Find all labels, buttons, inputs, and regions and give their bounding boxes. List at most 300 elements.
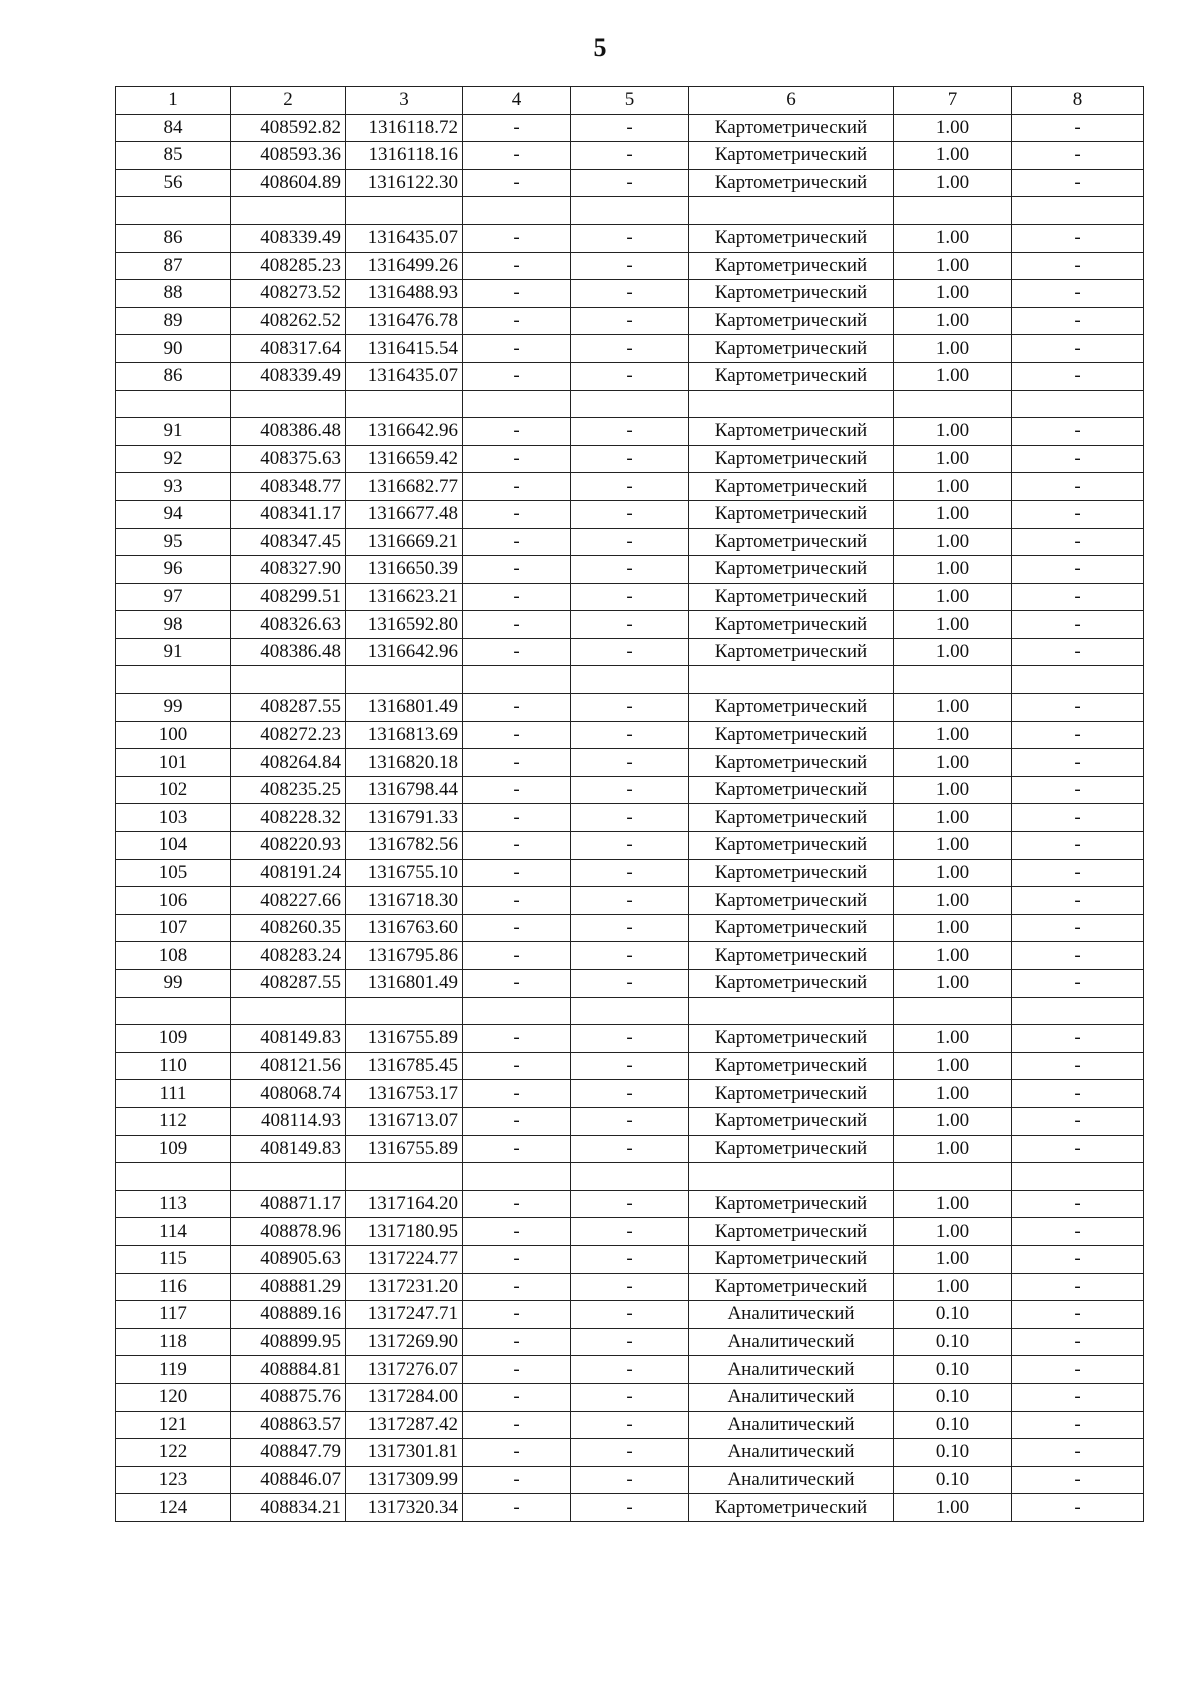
column-8-cell: - [1012, 1080, 1144, 1108]
column-8-cell: - [1012, 1301, 1144, 1329]
method-cell [689, 1163, 894, 1191]
point-number-cell: 101 [116, 749, 231, 777]
column-5-cell: - [571, 1328, 689, 1356]
table-row [116, 1411, 1144, 1439]
point-number-cell: 91 [116, 638, 231, 666]
method-cell: Картометрический [689, 473, 894, 501]
column-4-cell: - [463, 335, 571, 363]
table-row [116, 804, 1144, 832]
x-coordinate-cell: 408846.07 [231, 1466, 346, 1494]
column-4-cell [463, 666, 571, 694]
point-number-cell: 87 [116, 252, 231, 280]
column-5-cell: - [571, 418, 689, 446]
point-number-cell: 112 [116, 1107, 231, 1135]
x-coordinate-cell: 408899.95 [231, 1328, 346, 1356]
y-coordinate-cell: 1316795.86 [346, 942, 463, 970]
y-coordinate-cell: 1316718.30 [346, 887, 463, 915]
point-number-cell: 109 [116, 1135, 231, 1163]
x-coordinate-cell: 408220.93 [231, 832, 346, 860]
column-5-cell: - [571, 749, 689, 777]
y-coordinate-cell: 1316785.45 [346, 1052, 463, 1080]
point-number-cell: 120 [116, 1383, 231, 1411]
column-5-cell: - [571, 583, 689, 611]
y-coordinate-cell: 1316118.72 [346, 114, 463, 142]
column-4-cell: - [463, 252, 571, 280]
method-cell: Картометрический [689, 859, 894, 887]
y-coordinate-cell: 1317276.07 [346, 1356, 463, 1384]
table-row [116, 1301, 1144, 1329]
x-coordinate-cell: 408375.63 [231, 445, 346, 473]
table-row [116, 445, 1144, 473]
column-4-cell: - [463, 914, 571, 942]
table-row [116, 583, 1144, 611]
column-8-cell: - [1012, 1135, 1144, 1163]
point-number-cell: 98 [116, 611, 231, 639]
method-cell: Картометрический [689, 611, 894, 639]
method-cell: Картометрический [689, 169, 894, 197]
column-8-cell: - [1012, 445, 1144, 473]
y-coordinate-cell: 1316682.77 [346, 473, 463, 501]
point-number-cell: 104 [116, 832, 231, 860]
x-coordinate-cell: 408227.66 [231, 887, 346, 915]
column-8-cell: - [1012, 556, 1144, 584]
page-number: 5 [593, 33, 607, 62]
column-8-cell: - [1012, 749, 1144, 777]
precision-cell: 1.00 [894, 638, 1012, 666]
precision-cell: 1.00 [894, 142, 1012, 170]
precision-cell: 1.00 [894, 335, 1012, 363]
method-cell: Картометрический [689, 280, 894, 308]
y-coordinate-cell: 1317224.77 [346, 1245, 463, 1273]
point-number-cell: 91 [116, 418, 231, 446]
table-row [116, 1328, 1144, 1356]
column-4-cell: - [463, 1218, 571, 1246]
x-coordinate-cell: 408317.64 [231, 335, 346, 363]
y-coordinate-cell: 1316650.39 [346, 556, 463, 584]
column-4-cell: - [463, 1328, 571, 1356]
column-8-cell: - [1012, 1494, 1144, 1522]
column-4-cell: - [463, 169, 571, 197]
column-5-cell: - [571, 1245, 689, 1273]
y-coordinate-cell: 1316801.49 [346, 970, 463, 998]
y-coordinate-cell: 1316755.89 [346, 1135, 463, 1163]
table-row [116, 1466, 1144, 1494]
method-cell: Картометрический [689, 832, 894, 860]
column-4-cell: - [463, 942, 571, 970]
precision-cell: 1.00 [894, 1245, 1012, 1273]
point-number-cell: 119 [116, 1356, 231, 1384]
column-8-cell: - [1012, 1052, 1144, 1080]
point-number-cell: 89 [116, 307, 231, 335]
table-header-row [116, 87, 1144, 115]
y-coordinate-cell: 1317180.95 [346, 1218, 463, 1246]
column-8-cell: - [1012, 1107, 1144, 1135]
method-cell: Картометрический [689, 418, 894, 446]
x-coordinate-cell: 408235.25 [231, 776, 346, 804]
point-number-cell: 116 [116, 1273, 231, 1301]
column-8-cell: - [1012, 280, 1144, 308]
point-number-cell: 110 [116, 1052, 231, 1080]
column-4-cell: - [463, 224, 571, 252]
method-cell [689, 666, 894, 694]
y-coordinate-cell: 1316782.56 [346, 832, 463, 860]
x-coordinate-cell [231, 997, 346, 1025]
method-cell: Картометрический [689, 528, 894, 556]
table-row [116, 335, 1144, 363]
table-row [116, 252, 1144, 280]
method-cell [689, 197, 894, 225]
column-header: 3 [346, 87, 463, 115]
table-row [116, 280, 1144, 308]
y-coordinate-cell: 1317301.81 [346, 1439, 463, 1467]
column-5-cell: - [571, 362, 689, 390]
column-4-cell: - [463, 418, 571, 446]
table-row [116, 1135, 1144, 1163]
y-coordinate-cell: 1316118.16 [346, 142, 463, 170]
column-4-cell: - [463, 1107, 571, 1135]
y-coordinate-cell: 1317320.34 [346, 1494, 463, 1522]
point-number-cell: 93 [116, 473, 231, 501]
precision-cell: 0.10 [894, 1411, 1012, 1439]
x-coordinate-cell: 408889.16 [231, 1301, 346, 1329]
column-5-cell: - [571, 721, 689, 749]
column-5-cell: - [571, 1301, 689, 1329]
y-coordinate-cell: 1316677.48 [346, 500, 463, 528]
point-number-cell: 85 [116, 142, 231, 170]
point-number-cell: 86 [116, 224, 231, 252]
column-4-cell: - [463, 1439, 571, 1467]
method-cell: Картометрический [689, 224, 894, 252]
column-4-cell: - [463, 307, 571, 335]
column-8-cell: - [1012, 832, 1144, 860]
point-number-cell: 90 [116, 335, 231, 363]
column-4-cell: - [463, 611, 571, 639]
column-8-cell: - [1012, 335, 1144, 363]
precision-cell: 1.00 [894, 445, 1012, 473]
point-number-cell: 114 [116, 1218, 231, 1246]
point-number-cell: 107 [116, 914, 231, 942]
precision-cell: 1.00 [894, 169, 1012, 197]
x-coordinate-cell: 408114.93 [231, 1107, 346, 1135]
method-cell: Картометрический [689, 1025, 894, 1053]
precision-cell: 1.00 [894, 776, 1012, 804]
y-coordinate-cell: 1316801.49 [346, 694, 463, 722]
column-5-cell: - [571, 1273, 689, 1301]
column-4-cell: - [463, 1135, 571, 1163]
method-cell: Картометрический [689, 887, 894, 915]
column-4-cell [463, 997, 571, 1025]
point-number-cell [116, 1163, 231, 1191]
column-4-cell: - [463, 887, 571, 915]
x-coordinate-cell: 408592.82 [231, 114, 346, 142]
precision-cell: 0.10 [894, 1466, 1012, 1494]
x-coordinate-cell: 408285.23 [231, 252, 346, 280]
point-number-cell: 113 [116, 1190, 231, 1218]
column-8-cell: - [1012, 1383, 1144, 1411]
coordinates-table [115, 86, 1144, 1522]
column-8-cell: - [1012, 252, 1144, 280]
column-5-cell: - [571, 804, 689, 832]
column-5-cell: - [571, 611, 689, 639]
point-number-cell [116, 666, 231, 694]
table-row [116, 942, 1144, 970]
column-8-cell: - [1012, 887, 1144, 915]
x-coordinate-cell: 408287.55 [231, 694, 346, 722]
column-4-cell: - [463, 114, 571, 142]
column-4-cell: - [463, 1245, 571, 1273]
method-cell: Картометрический [689, 638, 894, 666]
column-4-cell: - [463, 749, 571, 777]
y-coordinate-cell: 1316713.07 [346, 1107, 463, 1135]
column-5-cell: - [571, 942, 689, 970]
precision-cell: 1.00 [894, 473, 1012, 501]
point-number-cell [116, 390, 231, 418]
table-row [116, 169, 1144, 197]
x-coordinate-cell: 408881.29 [231, 1273, 346, 1301]
column-4-cell: - [463, 362, 571, 390]
y-coordinate-cell: 1316820.18 [346, 749, 463, 777]
method-cell: Картометрический [689, 694, 894, 722]
method-cell: Картометрический [689, 970, 894, 998]
y-coordinate-cell: 1317231.20 [346, 1273, 463, 1301]
method-cell: Картометрический [689, 749, 894, 777]
x-coordinate-cell: 408262.52 [231, 307, 346, 335]
column-5-cell: - [571, 224, 689, 252]
precision-cell: 1.00 [894, 362, 1012, 390]
table-row [116, 1356, 1144, 1384]
column-4-cell: - [463, 1356, 571, 1384]
table-row [116, 749, 1144, 777]
column-header: 2 [231, 87, 346, 115]
point-number-cell: 102 [116, 776, 231, 804]
column-5-cell: - [571, 169, 689, 197]
point-number-cell: 123 [116, 1466, 231, 1494]
method-cell: Аналитический [689, 1301, 894, 1329]
table-row [116, 1025, 1144, 1053]
table-row [116, 859, 1144, 887]
y-coordinate-cell [346, 666, 463, 694]
x-coordinate-cell: 408326.63 [231, 611, 346, 639]
x-coordinate-cell: 408149.83 [231, 1025, 346, 1053]
column-8-cell: - [1012, 1245, 1144, 1273]
table-row [116, 914, 1144, 942]
column-8-cell: - [1012, 1356, 1144, 1384]
column-5-cell: - [571, 114, 689, 142]
table-row [116, 418, 1144, 446]
column-5-cell [571, 997, 689, 1025]
table-row [116, 970, 1144, 998]
column-8-cell: - [1012, 776, 1144, 804]
precision-cell: 1.00 [894, 1107, 1012, 1135]
x-coordinate-cell: 408287.55 [231, 970, 346, 998]
column-4-cell: - [463, 638, 571, 666]
precision-cell: 1.00 [894, 611, 1012, 639]
point-number-cell: 92 [116, 445, 231, 473]
y-coordinate-cell: 1316813.69 [346, 721, 463, 749]
x-coordinate-cell: 408339.49 [231, 362, 346, 390]
method-cell: Картометрический [689, 252, 894, 280]
column-5-cell: - [571, 1383, 689, 1411]
column-8-cell: - [1012, 1025, 1144, 1053]
precision-cell [894, 1163, 1012, 1191]
column-5-cell: - [571, 445, 689, 473]
point-number-cell: 118 [116, 1328, 231, 1356]
precision-cell: 1.00 [894, 1025, 1012, 1053]
method-cell: Картометрический [689, 500, 894, 528]
y-coordinate-cell: 1317309.99 [346, 1466, 463, 1494]
table-row [116, 1218, 1144, 1246]
column-8-cell: - [1012, 1411, 1144, 1439]
y-coordinate-cell: 1316659.42 [346, 445, 463, 473]
table-row [116, 1190, 1144, 1218]
table-row [116, 694, 1144, 722]
x-coordinate-cell: 408327.90 [231, 556, 346, 584]
column-4-cell: - [463, 280, 571, 308]
point-number-cell: 96 [116, 556, 231, 584]
column-header: 8 [1012, 87, 1144, 115]
column-5-cell: - [571, 1190, 689, 1218]
x-coordinate-cell: 408593.36 [231, 142, 346, 170]
column-4-cell: - [463, 142, 571, 170]
y-coordinate-cell: 1316488.93 [346, 280, 463, 308]
column-4-cell: - [463, 694, 571, 722]
table-row [116, 1245, 1144, 1273]
column-8-cell: - [1012, 362, 1144, 390]
y-coordinate-cell: 1316499.26 [346, 252, 463, 280]
x-coordinate-cell: 408149.83 [231, 1135, 346, 1163]
column-8-cell: - [1012, 1190, 1144, 1218]
precision-cell: 1.00 [894, 500, 1012, 528]
column-5-cell: - [571, 556, 689, 584]
precision-cell: 0.10 [894, 1328, 1012, 1356]
column-5-cell: - [571, 1025, 689, 1053]
point-number-cell: 97 [116, 583, 231, 611]
point-number-cell: 84 [116, 114, 231, 142]
column-4-cell: - [463, 445, 571, 473]
column-4-cell: - [463, 1411, 571, 1439]
x-coordinate-cell: 408834.21 [231, 1494, 346, 1522]
column-5-cell: - [571, 1439, 689, 1467]
column-4-cell: - [463, 1052, 571, 1080]
column-5-cell: - [571, 307, 689, 335]
precision-cell: 1.00 [894, 887, 1012, 915]
table-row [116, 473, 1144, 501]
precision-cell: 1.00 [894, 224, 1012, 252]
precision-cell: 0.10 [894, 1439, 1012, 1467]
precision-cell: 1.00 [894, 556, 1012, 584]
method-cell: Картометрический [689, 776, 894, 804]
column-8-cell: - [1012, 1328, 1144, 1356]
column-8-cell [1012, 197, 1144, 225]
x-coordinate-cell: 408905.63 [231, 1245, 346, 1273]
method-cell: Картометрический [689, 1135, 894, 1163]
precision-cell [894, 997, 1012, 1025]
method-cell: Аналитический [689, 1411, 894, 1439]
column-8-cell: - [1012, 859, 1144, 887]
y-coordinate-cell: 1316122.30 [346, 169, 463, 197]
y-coordinate-cell: 1316791.33 [346, 804, 463, 832]
column-8-cell: - [1012, 721, 1144, 749]
column-5-cell [571, 1163, 689, 1191]
column-5-cell: - [571, 1356, 689, 1384]
method-cell: Картометрический [689, 914, 894, 942]
precision-cell [894, 666, 1012, 694]
x-coordinate-cell: 408386.48 [231, 418, 346, 446]
point-number-cell: 115 [116, 1245, 231, 1273]
x-coordinate-cell: 408260.35 [231, 914, 346, 942]
method-cell: Аналитический [689, 1466, 894, 1494]
precision-cell: 1.00 [894, 970, 1012, 998]
precision-cell: 1.00 [894, 1494, 1012, 1522]
point-number-cell: 117 [116, 1301, 231, 1329]
y-coordinate-cell [346, 997, 463, 1025]
column-8-cell: - [1012, 1466, 1144, 1494]
point-number-cell: 86 [116, 362, 231, 390]
precision-cell [894, 390, 1012, 418]
y-coordinate-cell: 1316755.89 [346, 1025, 463, 1053]
table-row [116, 721, 1144, 749]
x-coordinate-cell: 408347.45 [231, 528, 346, 556]
precision-cell: 1.00 [894, 528, 1012, 556]
point-number-cell: 109 [116, 1025, 231, 1053]
column-5-cell: - [571, 500, 689, 528]
precision-cell: 0.10 [894, 1356, 1012, 1384]
column-5-cell: - [571, 252, 689, 280]
column-8-cell: - [1012, 307, 1144, 335]
method-cell: Аналитический [689, 1383, 894, 1411]
point-number-cell: 106 [116, 887, 231, 915]
column-5-cell [571, 666, 689, 694]
y-coordinate-cell: 1316623.21 [346, 583, 463, 611]
precision-cell: 1.00 [894, 804, 1012, 832]
table-row [116, 1080, 1144, 1108]
column-8-cell: - [1012, 638, 1144, 666]
column-8-cell: - [1012, 611, 1144, 639]
precision-cell: 1.00 [894, 749, 1012, 777]
y-coordinate-cell [346, 197, 463, 225]
column-8-cell: - [1012, 942, 1144, 970]
column-8-cell [1012, 1163, 1144, 1191]
point-number-cell: 100 [116, 721, 231, 749]
column-5-cell: - [571, 832, 689, 860]
method-cell [689, 997, 894, 1025]
method-cell: Картометрический [689, 1273, 894, 1301]
column-header: 7 [894, 87, 1012, 115]
method-cell [689, 390, 894, 418]
method-cell: Картометрический [689, 307, 894, 335]
column-header: 1 [116, 87, 231, 115]
x-coordinate-cell: 408386.48 [231, 638, 346, 666]
x-coordinate-cell: 408283.24 [231, 942, 346, 970]
column-4-cell: - [463, 1025, 571, 1053]
column-4-cell: - [463, 832, 571, 860]
precision-cell [894, 197, 1012, 225]
y-coordinate-cell: 1317287.42 [346, 1411, 463, 1439]
table-row [116, 832, 1144, 860]
column-8-cell: - [1012, 694, 1144, 722]
point-number-cell: 124 [116, 1494, 231, 1522]
column-8-cell: - [1012, 1439, 1144, 1467]
column-4-cell: - [463, 1466, 571, 1494]
method-cell: Картометрический [689, 1245, 894, 1273]
x-coordinate-cell: 408191.24 [231, 859, 346, 887]
point-number-cell: 94 [116, 500, 231, 528]
method-cell: Картометрический [689, 804, 894, 832]
column-5-cell: - [571, 859, 689, 887]
x-coordinate-cell: 408273.52 [231, 280, 346, 308]
point-number-cell: 108 [116, 942, 231, 970]
table-row [116, 528, 1144, 556]
